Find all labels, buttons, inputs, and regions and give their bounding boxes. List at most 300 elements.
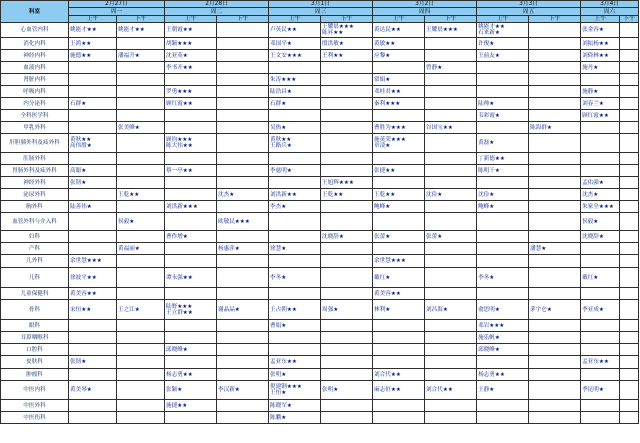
- schedule-cell: [117, 38, 165, 50]
- schedule-cell: 许俊★: [477, 38, 529, 50]
- doctor-entry: 王恒★: [270, 390, 287, 396]
- schedule-cell: 王朝霞★★: [165, 23, 217, 38]
- schedule-cell: [529, 231, 581, 243]
- table-row: [1, 86, 639, 98]
- schedule-cell: 林利★: [373, 300, 425, 320]
- schedule-cell: [117, 177, 165, 189]
- schedule-cell: [217, 344, 269, 356]
- schedule-cell: [425, 153, 477, 165]
- schedule-cell: 孟亚东★★: [269, 356, 321, 369]
- am-label: 上午: [477, 16, 529, 23]
- schedule-cell: [165, 122, 217, 134]
- schedule-cell: [321, 122, 373, 134]
- schedule-cell: [477, 356, 529, 369]
- schedule-cell: [620, 369, 639, 381]
- table-row: [1, 189, 639, 201]
- schedule-cell: [217, 50, 269, 62]
- schedule-cell: [321, 344, 373, 356]
- schedule-cell: [69, 213, 117, 231]
- schedule-cell: [165, 288, 217, 300]
- schedule-cell: [529, 288, 581, 300]
- schedule-cell: 刘振杨★★: [581, 38, 620, 50]
- schedule-body: [1, 1, 639, 424]
- schedule-cell: 张韧★: [69, 177, 117, 189]
- schedule-cell: 王耀晨★★★: [425, 23, 477, 38]
- schedule-cell: [321, 243, 373, 255]
- schedule-cell: [425, 412, 477, 424]
- schedule-cell: 黄福丽★: [117, 243, 165, 255]
- schedule-cell: [620, 98, 639, 110]
- schedule-cell: [477, 122, 529, 134]
- schedule-cell: 应黎★: [373, 50, 425, 62]
- schedule-cell: [117, 381, 165, 400]
- dept-name: 中医内科: [1, 381, 69, 400]
- schedule-cell: [620, 231, 639, 243]
- weekday-cell: 周四: [373, 8, 477, 16]
- dept-name: 内分泌科: [1, 98, 69, 110]
- schedule-cell: [529, 86, 581, 98]
- table-row: [1, 320, 639, 332]
- weekday-cell: 周六: [581, 8, 639, 16]
- schedule-cell: [620, 62, 639, 74]
- schedule-cell: [529, 320, 581, 332]
- schedule-cell: [477, 177, 529, 189]
- schedule-cell: 侯毅★: [117, 213, 165, 231]
- schedule-cell: 秦利★★★: [373, 98, 425, 110]
- schedule-cell: [425, 134, 477, 153]
- schedule-cell: [581, 288, 620, 300]
- schedule-cell: [165, 177, 217, 189]
- schedule-cell: [529, 165, 581, 177]
- schedule-cell: [373, 344, 425, 356]
- schedule-cell: 陈晓军★: [269, 400, 321, 412]
- schedule-cell: [425, 288, 477, 300]
- doctor-entry: 石来新★: [478, 30, 500, 36]
- schedule-cell: [425, 38, 477, 50]
- schedule-cell: [165, 243, 217, 255]
- schedule-cell: [425, 369, 477, 381]
- schedule-cell: [581, 122, 620, 134]
- schedule-cell: [425, 50, 477, 62]
- pm-label: 下午: [529, 16, 581, 23]
- schedule-cell: [425, 332, 477, 344]
- schedule-cell: 张明★: [321, 381, 373, 400]
- schedule-cell: [321, 74, 373, 86]
- schedule-cell: [321, 369, 373, 381]
- schedule-cell: 朱家全★★★: [581, 201, 620, 213]
- schedule-cell: [321, 288, 373, 300]
- schedule-cell: 沈杰★: [217, 189, 269, 201]
- schedule-cell: [529, 110, 581, 122]
- dept-name: 儿童保健科: [1, 288, 69, 300]
- schedule-cell: [217, 320, 269, 332]
- schedule-cell: [620, 255, 639, 268]
- schedule-cell: 顾红霞★★: [165, 98, 217, 110]
- schedule-cell: 孟佑强★: [581, 177, 620, 189]
- schedule-cell: [373, 243, 425, 255]
- table-row: [1, 38, 639, 50]
- doctor-entry: 黄秋★★: [70, 137, 92, 143]
- schedule-cell: [529, 153, 581, 165]
- schedule-cell: 罗勇★★★: [165, 86, 217, 98]
- dept-name: 眼科: [1, 320, 69, 332]
- schedule-cell: 姚能才★★: [69, 23, 117, 38]
- dept-name: 口腔科: [1, 344, 69, 356]
- table-row: [1, 165, 639, 177]
- schedule-cell: [117, 332, 165, 344]
- schedule-cell: [620, 122, 639, 134]
- schedule-cell: 张颖★: [165, 381, 217, 400]
- schedule-cell: [117, 255, 165, 268]
- schedule-cell: [529, 332, 581, 344]
- schedule-cell: 李慈明★: [269, 165, 321, 177]
- table-row: [1, 400, 639, 412]
- schedule-cell: [165, 300, 217, 320]
- schedule-cell: [269, 134, 321, 153]
- schedule-cell: [117, 110, 165, 122]
- schedule-cell: 刘洪新★★: [269, 189, 321, 201]
- doctor-entry: 黄秋★★: [270, 137, 292, 143]
- schedule-cell: 黄磊★: [477, 134, 529, 153]
- doctor-entry: 姚能才★★: [478, 24, 505, 30]
- dept-name: 神经内科: [1, 50, 69, 62]
- schedule-cell: [321, 86, 373, 98]
- schedule-cell: [269, 153, 321, 165]
- schedule-cell: [217, 332, 269, 344]
- schedule-cell: 王静★: [477, 381, 529, 400]
- schedule-cell: 韦彩霞★: [477, 110, 529, 122]
- schedule-cell: 杨志勇★★: [477, 369, 529, 381]
- schedule-cell: 欧敬民★★★: [217, 213, 269, 231]
- schedule-cell: [165, 356, 217, 369]
- schedule-cell: [217, 231, 269, 243]
- schedule-cell: [620, 288, 639, 300]
- schedule-cell: [321, 255, 373, 268]
- schedule-cell: [620, 412, 639, 424]
- schedule-cell: 谢晶晶★: [217, 300, 269, 320]
- schedule-cell: [425, 201, 477, 213]
- schedule-cell: [321, 400, 373, 412]
- schedule-cell: 施静★: [581, 86, 620, 98]
- schedule-cell: [620, 320, 639, 332]
- schedule-cell: [581, 412, 620, 424]
- schedule-cell: [165, 213, 217, 231]
- pm-label: 下午: [117, 16, 165, 23]
- doctor-entry: 章凌★: [374, 143, 391, 149]
- schedule-cell: [117, 400, 165, 412]
- weekday-cell: 周二: [165, 8, 269, 16]
- schedule-cell: 潘慧★: [529, 243, 581, 255]
- schedule-cell: 邱晓峰★: [477, 344, 529, 356]
- schedule-cell: [581, 344, 620, 356]
- table-row: [1, 213, 639, 231]
- schedule-cell: [321, 201, 373, 213]
- table-row: [1, 50, 639, 62]
- schedule-cell: 麻志恒★★: [373, 381, 425, 400]
- dept-name: 神经外科: [1, 177, 69, 189]
- schedule-cell: [529, 74, 581, 86]
- schedule-cell: 蔡一亭★★: [165, 165, 217, 177]
- schedule-cell: [620, 110, 639, 122]
- schedule-cell: [321, 268, 373, 288]
- dept-name: 血液内科: [1, 62, 69, 74]
- weekday-row: [1, 8, 639, 16]
- table-row: [1, 110, 639, 122]
- schedule-cell: 常娟★: [373, 74, 425, 86]
- am-label: 上午: [581, 16, 620, 23]
- table-row: [1, 177, 639, 189]
- schedule-cell: [529, 412, 581, 424]
- schedule-cell: [373, 153, 425, 165]
- schedule-cell: [529, 23, 581, 38]
- schedule-cell: [581, 400, 620, 412]
- schedule-cell: [117, 320, 165, 332]
- doctor-entry: 高伟殷★: [70, 143, 92, 149]
- schedule-cell: [529, 38, 581, 50]
- schedule-cell: [69, 110, 117, 122]
- schedule-cell: [477, 74, 529, 86]
- schedule-cell: [321, 412, 373, 424]
- schedule-cell: [620, 23, 639, 38]
- doctor-entry: 王路兵★: [270, 143, 292, 149]
- schedule-cell: 邓岩★★★: [477, 320, 529, 332]
- schedule-cell: 卢英民★★: [269, 23, 321, 38]
- schedule-cell: 王之江★: [117, 300, 165, 320]
- schedule-cell: [217, 356, 269, 369]
- schedule-cell: 鲍峰★: [373, 201, 425, 213]
- schedule-cell: 张蕾★: [425, 231, 477, 243]
- schedule-cell: [529, 400, 581, 412]
- schedule-cell: [69, 122, 117, 134]
- schedule-cell: [69, 369, 117, 381]
- dept-name: 泌尿外科: [1, 189, 69, 201]
- schedule-cell: [321, 110, 373, 122]
- schedule-cell: 谷国宝★★: [425, 122, 477, 134]
- schedule-cell: [425, 356, 477, 369]
- schedule-cell: [529, 381, 581, 400]
- schedule-cell: 李冬★: [269, 268, 321, 288]
- schedule-cell: [269, 288, 321, 300]
- doctor-entry: 王耀晨★★★: [322, 24, 354, 30]
- schedule-cell: [581, 153, 620, 165]
- schedule-cell: 施捷★★: [165, 400, 217, 412]
- dept-header: 科室: [1, 1, 69, 23]
- dept-name: 胃肠外科及疝外科: [1, 165, 69, 177]
- table-row: [1, 62, 639, 74]
- schedule-cell: 张金容★: [581, 23, 620, 38]
- schedule-cell: [529, 177, 581, 189]
- schedule-cell: 丁新德★★: [477, 153, 529, 165]
- schedule-cell: [529, 50, 581, 62]
- schedule-cell: [425, 165, 477, 177]
- dept-name: 皮肤科: [1, 356, 69, 369]
- table-row: [1, 300, 639, 320]
- schedule-cell: 鲍峰★: [477, 201, 529, 213]
- table-row: [1, 201, 639, 213]
- am-label: 上午: [269, 16, 321, 23]
- schedule-cell: 刘洪新★★★: [165, 201, 217, 213]
- schedule-cell: [373, 110, 425, 122]
- schedule-cell: [373, 134, 425, 153]
- dept-name: 骨科: [1, 300, 69, 320]
- schedule-cell: [529, 369, 581, 381]
- schedule-cell: [217, 38, 269, 50]
- schedule-cell: [269, 332, 321, 344]
- schedule-cell: [165, 320, 217, 332]
- schedule-cell: [425, 344, 477, 356]
- dept-name: 胸外科: [1, 201, 69, 213]
- schedule-cell: 朱涛★★★: [269, 74, 321, 86]
- schedule-cell: [217, 369, 269, 381]
- schedule-cell: [620, 153, 639, 165]
- schedule-cell: 王占朝★★: [269, 300, 321, 320]
- schedule-cell: 宋恒★★: [69, 300, 117, 320]
- schedule-cell: [581, 243, 620, 255]
- schedule-cell: [217, 412, 269, 424]
- schedule-cell: 周强★: [321, 300, 373, 320]
- schedule-cell: [477, 62, 529, 74]
- schedule-cell: [620, 356, 639, 369]
- doctor-entry: 王立群★★: [166, 309, 193, 316]
- schedule-cell: 曹作增★: [165, 231, 217, 243]
- schedule-cell: [269, 381, 321, 400]
- doctor-entry: 倪建钢★★★: [270, 384, 302, 390]
- table-row: [1, 288, 639, 300]
- schedule-cell: 戴红★: [373, 268, 425, 288]
- schedule-cell: [620, 177, 639, 189]
- schedule-cell: 戴红★: [581, 268, 620, 288]
- schedule-cell: [620, 50, 639, 62]
- table-row: [1, 134, 639, 153]
- dept-name: 肿瘤科: [1, 369, 69, 381]
- doctor-entry: 陈昇★★: [322, 30, 344, 36]
- schedule-cell: [321, 134, 373, 153]
- schedule-cell: 李杰★: [269, 201, 321, 213]
- schedule-cell: [620, 38, 639, 50]
- doctor-entry: 顾钧★★★: [166, 137, 193, 143]
- date-cell: 3月1日: [269, 1, 373, 8]
- schedule-cell: [477, 255, 529, 268]
- schedule-cell: [529, 255, 581, 268]
- dept-name: 血管外科与介入科: [1, 213, 69, 231]
- schedule-cell: [165, 412, 217, 424]
- schedule-cell: [69, 231, 117, 243]
- ampm-row: [1, 16, 639, 23]
- schedule-cell: [581, 369, 620, 381]
- schedule-cell: [69, 412, 117, 424]
- schedule-cell: 沈俭★: [477, 189, 529, 201]
- schedule-cell: [321, 98, 373, 110]
- schedule-cell: [217, 400, 269, 412]
- schedule-cell: [69, 344, 117, 356]
- schedule-cell: [581, 255, 620, 268]
- dept-name: 产科: [1, 243, 69, 255]
- schedule-cell: [117, 344, 165, 356]
- schedule-cell: [165, 189, 217, 201]
- schedule-cell: [373, 62, 425, 74]
- schedule-cell: [69, 189, 117, 201]
- schedule-cell: 张捷★★: [373, 165, 425, 177]
- schedule-cell: 王乾★★: [117, 189, 165, 201]
- schedule-cell: [529, 62, 581, 74]
- schedule-cell: [620, 165, 639, 177]
- dept-name: 中医伤科: [1, 412, 69, 424]
- schedule-cell: 曹胜为★★★: [373, 122, 425, 134]
- schedule-cell: 陈明干★: [477, 165, 529, 177]
- schedule-cell: 王乾★★: [373, 189, 425, 201]
- schedule-cell: [477, 231, 529, 243]
- table-row: [1, 332, 639, 344]
- pm-label: 下午: [620, 16, 639, 23]
- dept-name: 儿科: [1, 268, 69, 288]
- schedule-cell: 茅宇仑★: [529, 300, 581, 320]
- schedule-cell: [117, 86, 165, 98]
- schedule-cell: 谭永强★★: [165, 268, 217, 288]
- schedule-cell: 张蕾★: [373, 231, 425, 243]
- schedule-cell: [373, 412, 425, 424]
- schedule-cell: 刘倚林★★: [581, 50, 620, 62]
- schedule-cell: [581, 74, 620, 86]
- table-row: [1, 74, 639, 86]
- schedule-cell: [373, 213, 425, 231]
- schedule-cell: [217, 122, 269, 134]
- date-cell: 3月3日: [477, 1, 581, 8]
- dept-name: 妇科: [1, 231, 69, 243]
- table-row: [1, 369, 639, 381]
- dept-name: 呼吸内科: [1, 86, 69, 98]
- schedule-cell: [217, 86, 269, 98]
- schedule-cell: [217, 201, 269, 213]
- schedule-cell: [477, 412, 529, 424]
- schedule-cell: [373, 177, 425, 189]
- schedule-cell: [321, 320, 373, 332]
- schedule-cell: [425, 400, 477, 412]
- schedule-cell: 李书开★★: [165, 62, 217, 74]
- dept-name: 耳鼻咽喉科: [1, 332, 69, 344]
- table-row: [1, 412, 639, 424]
- table-row: [1, 381, 639, 400]
- schedule-cell: 胡颖★★★: [165, 38, 217, 50]
- schedule-cell: [425, 213, 477, 231]
- schedule-cell: [69, 243, 117, 255]
- table-row: [1, 268, 639, 288]
- schedule-cell: 张韧★: [69, 356, 117, 369]
- pm-label: 下午: [217, 16, 269, 23]
- weekday-cell: 周三: [269, 8, 373, 16]
- schedule-cell: [620, 344, 639, 356]
- schedule-cell: 石群★: [269, 98, 321, 110]
- schedule-cell: [477, 213, 529, 231]
- am-label: 上午: [373, 16, 425, 23]
- schedule-cell: [620, 134, 639, 153]
- schedule-cell: [165, 110, 217, 122]
- schedule-cell: [117, 153, 165, 165]
- schedule-cell: 王乾★★: [321, 189, 373, 201]
- schedule-cell: [425, 86, 477, 98]
- schedule-cell: [165, 134, 217, 153]
- schedule-cell: 邓桂君★★: [373, 86, 425, 98]
- dept-name: 儿外科: [1, 255, 69, 268]
- schedule-cell: [529, 201, 581, 213]
- schedule-cell: 沈晓辞★: [321, 231, 373, 243]
- schedule-cell: [321, 213, 373, 231]
- schedule-cell: 高聪★: [69, 165, 117, 177]
- schedule-cell: 顾红霞★★: [581, 110, 620, 122]
- dept-name: 中医外科: [1, 400, 69, 412]
- schedule-cell: 陆帅★: [477, 98, 529, 110]
- schedule-cell: [269, 231, 321, 243]
- schedule-cell: 刘合代★★: [425, 381, 477, 400]
